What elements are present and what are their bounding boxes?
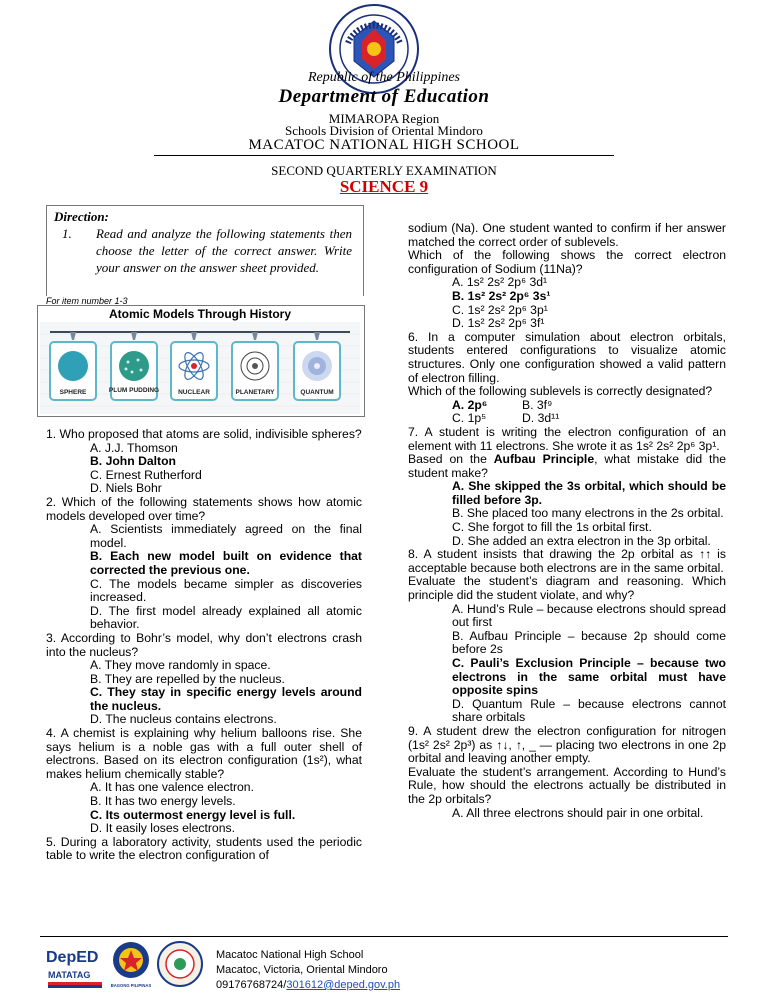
left-column bbox=[46, 428, 362, 863]
q6-ask: Which of the following sublevels is correctly designated? bbox=[408, 384, 713, 399]
deped-logo-text: DepED bbox=[46, 949, 99, 966]
division-text: Schools Division of Oriental Mindoro bbox=[285, 123, 483, 138]
q5-option-d: D. 1s² 2s² 2p⁶ 3f¹ bbox=[452, 316, 545, 331]
q4-option-c: C. Its outermost energy level is full. bbox=[90, 807, 296, 822]
label-quantum: QUANTUM bbox=[300, 389, 334, 396]
q7-ask-bold: Aufbau Principle bbox=[493, 452, 595, 467]
q6-options-row2 bbox=[408, 412, 726, 426]
q7-option-c: C. She forgot to fill the 1s orbital first. bbox=[452, 520, 652, 535]
direction-number: 1. bbox=[62, 226, 72, 241]
question-9: 9. A student drew the electron configuration for nitrogen (1s² 2s² 2p³) as ↑↓, ↑, _ — placing two electrons in one 2p orbital and leaving another empty. bbox=[408, 723, 726, 766]
q2-option-a: A. Scientists immediately agreed on the final model. bbox=[90, 522, 362, 550]
atomic-models-figure bbox=[40, 322, 360, 414]
q1-option-c: C. Ernest Rutherford bbox=[90, 467, 202, 482]
q1-option-b: B. John Dalton bbox=[90, 454, 176, 469]
footer-address: Macatoc, Victoria, Oriental Mindoro bbox=[216, 964, 388, 976]
right-column bbox=[408, 222, 726, 820]
q8-option-c: C. Pauli’s Exclusion Principle – because two electrons in the same orbital must have opposite spins bbox=[452, 656, 726, 698]
q6-option-b: B. 3f⁹ bbox=[522, 397, 553, 412]
footer-school: Macatoc National High School bbox=[216, 949, 364, 961]
q3-option-b: B. They are repelled by the nucleus. bbox=[90, 671, 285, 686]
figure-note: For item number 1-3 bbox=[46, 296, 128, 306]
department-text: Department of Education bbox=[278, 86, 490, 107]
q7-ask-pre: Based on the bbox=[408, 452, 494, 467]
q7-option-d: D. She added an extra electron in the 3p orbital. bbox=[452, 533, 711, 548]
footer-email-link[interactable]: 301612@deped.gov.ph bbox=[286, 979, 401, 991]
q7-ask bbox=[408, 453, 726, 480]
question-1: 1. Who proposed that atoms are solid, indivisible spheres? bbox=[46, 427, 362, 441]
deped-matatag-logo bbox=[44, 940, 108, 990]
label-planetary: PLANETARY bbox=[235, 389, 275, 396]
q9-option-a: A. All three electrons should pair in one orbital. bbox=[452, 805, 704, 820]
q5-option-c: C. 1s² 2s² 2p⁶ 3p¹ bbox=[452, 302, 548, 317]
school-seal bbox=[156, 940, 204, 990]
q5-option-b: B. 1s² 2s² 2p⁶ 3s¹ bbox=[452, 288, 551, 303]
q3-option-a: A. They move randomly in space. bbox=[90, 658, 271, 673]
bagong-pilipinas-logo bbox=[110, 940, 152, 990]
q4-option-b: B. It has two energy levels. bbox=[90, 794, 236, 809]
footer-contact-line bbox=[216, 978, 400, 993]
q7-option-a: A. She skipped the 3s orbital, which should be filled before 3p. bbox=[452, 479, 726, 507]
direction-text: Read and analyze the following statements then choose the letter of the correct answer. Write your answer on the answer sheet provided. bbox=[96, 226, 352, 275]
q6-options-row1 bbox=[408, 399, 726, 413]
q7-option-b: B. She placed too many electrons in the 2s orbital. bbox=[452, 506, 724, 521]
q5-ask: Which of the following shows the correct electron configuration of Sodium (11Na)? bbox=[408, 248, 726, 276]
question-4: 4. A chemist is explaining why helium balloons rise. She says helium is a noble gas with a full outer shell of electrons. Based on its electron configuration (1s²), what makes helium chemically stable? bbox=[46, 726, 362, 781]
label-nuclear: NUCLEAR bbox=[178, 389, 210, 396]
question-5: 5. During a laboratory activity, students used the periodic table to write the electron configuration of bbox=[46, 834, 362, 863]
q2-option-d: D. The first model already explained all atomic behavior. bbox=[90, 603, 362, 632]
q1-option-a: A. J.J. Thomson bbox=[90, 440, 178, 455]
q8-ask: Evaluate the student’s diagram and reasoning. Which principle did the student violate, and why? bbox=[408, 574, 726, 603]
header-divider bbox=[154, 155, 614, 156]
q7-ask-post: , what mistake did the student make? bbox=[408, 452, 726, 480]
q6-option-d: D. 3d¹¹ bbox=[522, 411, 560, 426]
matatag-text: MATATAG bbox=[48, 970, 91, 980]
q8-option-a: A. Hund’s Rule – because electrons should spread out first bbox=[452, 601, 726, 630]
q4-option-d: D. It easily loses electrons. bbox=[90, 821, 235, 836]
exam-title: SECOND QUARTERLY EXAMINATION bbox=[271, 163, 497, 178]
label-plum-pudding: PLUM PUDDING bbox=[108, 387, 160, 394]
q6-option-c: C. 1p⁵ bbox=[452, 411, 487, 426]
republic-text: Republic of the Philippines bbox=[307, 70, 461, 85]
school-name: MACATOC NATIONAL HIGH SCHOOL bbox=[248, 137, 520, 153]
footer-divider bbox=[40, 936, 728, 937]
direction-title: Direction: bbox=[54, 209, 109, 224]
q6-option-a: A. 2p⁶ bbox=[452, 397, 488, 412]
question-2: 2. Which of the following statements shows how atomic models developed over time? bbox=[46, 494, 362, 523]
q9-ask: Evaluate the student’s arrangement. According to Hund’s Rule, how should the electrons actually be distributed in the 2p orbitals? bbox=[408, 764, 726, 806]
footer-contact bbox=[216, 948, 400, 993]
q8-option-b: B. Aufbau Principle – because 2p should come before 2s bbox=[452, 628, 726, 657]
footer-phone: 09176768724/ bbox=[216, 979, 287, 991]
bagong-pilipinas-text: BAGONG PILIPINAS bbox=[110, 983, 152, 988]
label-sphere: SPHERE bbox=[59, 389, 87, 396]
figure-title: Atomic Models Through History bbox=[108, 307, 291, 321]
question-7: 7. A student is writing the electron configuration of an element with 11 electrons. She wrote it as 1s² 2s² 2p⁶ 3p¹. bbox=[408, 424, 726, 453]
question-3: 3. According to Bohr’s model, why don’t electrons crash into the nucleus? bbox=[46, 630, 362, 659]
q2-option-b: B. Each new model built on evidence that corrected the previous one. bbox=[90, 549, 362, 577]
q5-option-a: A. 1s² 2s² 2p⁶ 3d¹ bbox=[452, 275, 548, 290]
q4-option-a: A. It has one valence electron. bbox=[90, 780, 254, 795]
q1-option-d: D. Niels Bohr bbox=[90, 481, 162, 496]
q3-option-d: D. The nucleus contains electrons. bbox=[90, 712, 277, 727]
q8-option-d: D. Quantum Rule – because electrons cannot share orbitals bbox=[452, 696, 726, 725]
q3-option-c: C. They stay in specific energy levels around the nucleus. bbox=[90, 685, 362, 713]
region-text: MIMAROPA Region bbox=[328, 111, 440, 126]
question-6: 6. In a computer simulation about electron orbitals, students entered configurations to visualize atomic structures. Only one configuration showed a valid pattern of electron filling. bbox=[408, 329, 726, 385]
question-8: 8. A student insists that drawing the 2p orbital as ↑↑ is acceptable because both electrons are in the same orbital. bbox=[408, 547, 726, 575]
q5-continued: sodium (Na). One student wanted to confirm if her answer matched the correct order of sublevels. bbox=[408, 221, 726, 249]
subject-title: SCIENCE 9 bbox=[339, 177, 429, 196]
q2-option-c: C. The models became simpler as discoveries increased. bbox=[90, 576, 362, 605]
